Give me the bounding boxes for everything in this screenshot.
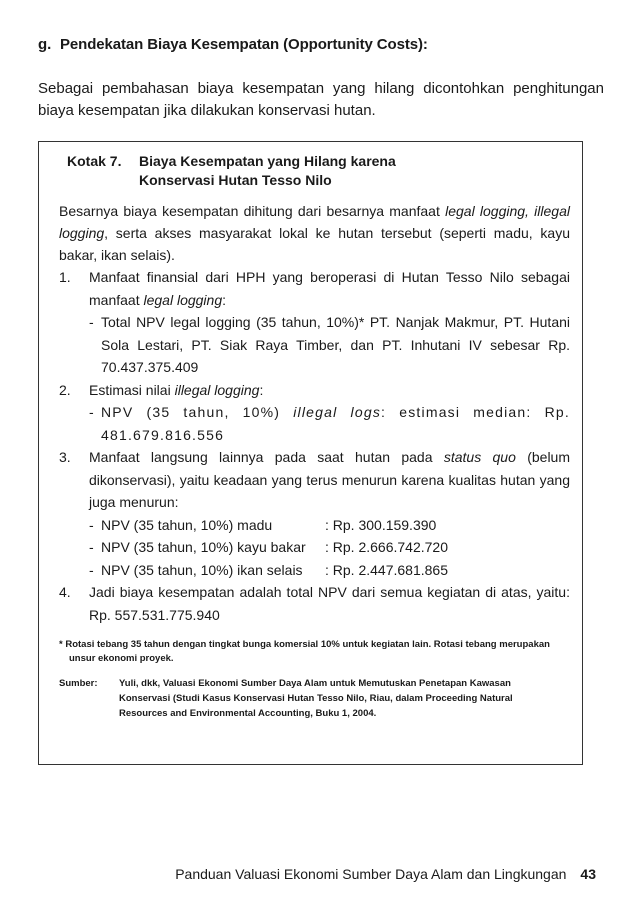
page-number: 43 — [580, 866, 596, 882]
item-text: Estimasi nilai — [89, 381, 175, 398]
sub-item: - NPV (35 tahun, 10%) illegal logs: estimasi median: Rp. 481.679.816.556 — [89, 401, 570, 446]
list-item-body — [89, 446, 570, 581]
item-text-italic: status quo — [443, 449, 516, 465]
list-item-4 — [59, 581, 570, 626]
source-text: Yuli, dkk, Valuasi Ekonomi Sumber Daya Alam untuk Memutuskan Penetapan Kawasan Konservasi (Studi Kasus Konservasi Hutan Tesso Nilo, Riau, dalam Proceeding Natural Resources and Environmental Accounting, Buku 1, 2004. — [119, 678, 513, 719]
section-letter: g. — [38, 36, 52, 53]
npv-row-ikan-selais: - NPV (35 tahun, 10%) ikan selais : Rp. 2.447.681.865 — [89, 559, 570, 582]
list-item-3 — [59, 446, 570, 581]
list-number: 2. — [59, 381, 71, 398]
npv-row-madu: - NPV (35 tahun, 10%) madu : Rp. 300.159.390 — [89, 514, 570, 537]
para-text-italic: legal logging, illegal logging — [59, 203, 570, 241]
item-text: : — [259, 381, 264, 398]
list-item-body: Jadi biaya kesempatan adalah total NPV dari semua kegiatan di atas, yaitu: Rp. 557.531.775.940 — [89, 584, 570, 623]
npv-label: NPV (35 tahun, 10%) kayu bakar — [101, 539, 306, 555]
source-label: Sumber: — [59, 678, 98, 689]
sub-item-text: Total NPV legal logging (35 tahun, 10%)* PT. Nanjak Makmur, PT. Hutani Sola Lestari, PT. Siak Raya Timber, dan PT. Inhutani IV sebesar Rp. 70.437.375.409 — [101, 314, 570, 375]
sub-text-a: NPV (35 tahun, 10%) — [101, 404, 294, 420]
box-label: Kotak 7. — [67, 153, 122, 169]
npv-value: : Rp. 2.447.681.865 — [325, 561, 448, 578]
box-title-row — [67, 152, 570, 190]
box-paragraph — [59, 200, 570, 266]
item-text: : — [222, 291, 226, 308]
item-text: (belum dikonservasi), yaitu keadaan yang terus menurun karena kualitas hutan yang juga menurun: — [89, 449, 571, 510]
npv-label: NPV (35 tahun, 10%) madu — [101, 516, 273, 533]
para-text-c: , serta akses masyarakat lokal ke hutan tersebut (seperti madu, kayu bakar, ikan selais). — [59, 225, 570, 263]
npv-value: : Rp. 300.159.390 — [325, 516, 437, 533]
footer-book-title: Panduan Valuasi Ekonomi Sumber Daya Alam dan Lingkungan — [175, 866, 567, 882]
intro-paragraph: Sebagai pembahasan biaya kesempatan yang hilang dicontohkan penghitungan biaya kesempatan jika dilakukan konservasi hutan. — [38, 80, 604, 119]
item-text: Manfaat finansial dari HPH yang beroperasi di Hutan Tesso Nilo sebagai manfaat — [89, 269, 570, 308]
list-item-1 — [59, 266, 570, 379]
item-text-italic: legal logging — [143, 291, 223, 308]
list-number: 4. — [59, 584, 71, 600]
npv-value: : Rp. 2.666.742.720 — [325, 539, 448, 555]
item-text: Manfaat langsung lainnya pada saat hutan pada — [89, 449, 444, 465]
sub-item: - Total NPV legal logging (35 tahun, 10%)* PT. Nanjak Makmur, PT. Hutani Sola Lestari, PT. Siak Raya Timber, dan PT. Inhutani IV sebesar Rp. 70.437.375.409 — [89, 311, 570, 379]
sub-text-c: : estimasi median: Rp. 481.679.816.556 — [101, 404, 570, 443]
section-title: Pendekatan Biaya Kesempatan (Opportunity Costs): — [60, 36, 428, 53]
npv-row-kayu-bakar: - NPV (35 tahun, 10%) kayu bakar : Rp. 2.666.742.720 — [89, 536, 570, 559]
page-footer — [0, 866, 596, 882]
list-item-body — [89, 379, 570, 447]
sub-text-italic: illegal logs — [293, 404, 382, 420]
source-citation — [59, 676, 570, 721]
item-text-italic: illegal logging — [174, 381, 260, 398]
para-text-a: Besarnya biaya kesempatan dihitung dari besarnya manfaat — [59, 203, 446, 219]
footnote: * Rotasi tebang 35 tahun dengan tingkat bunga komersial 10% untuk kegiatan lain. Rotasi tebang merupakan unsur ekonomi proyek. — [59, 639, 550, 664]
sub-item-text — [101, 401, 570, 446]
list-number: 1. — [59, 269, 71, 285]
list-item-body — [89, 266, 570, 379]
section-heading — [38, 36, 598, 53]
callout-box — [38, 141, 583, 765]
list-number: 3. — [59, 449, 71, 465]
list-item-2 — [59, 379, 570, 447]
box-title: Biaya Kesempatan yang Hilang karena Konservasi Hutan Tesso Nilo — [139, 153, 396, 188]
npv-label: NPV (35 tahun, 10%) ikan selais — [101, 561, 303, 578]
